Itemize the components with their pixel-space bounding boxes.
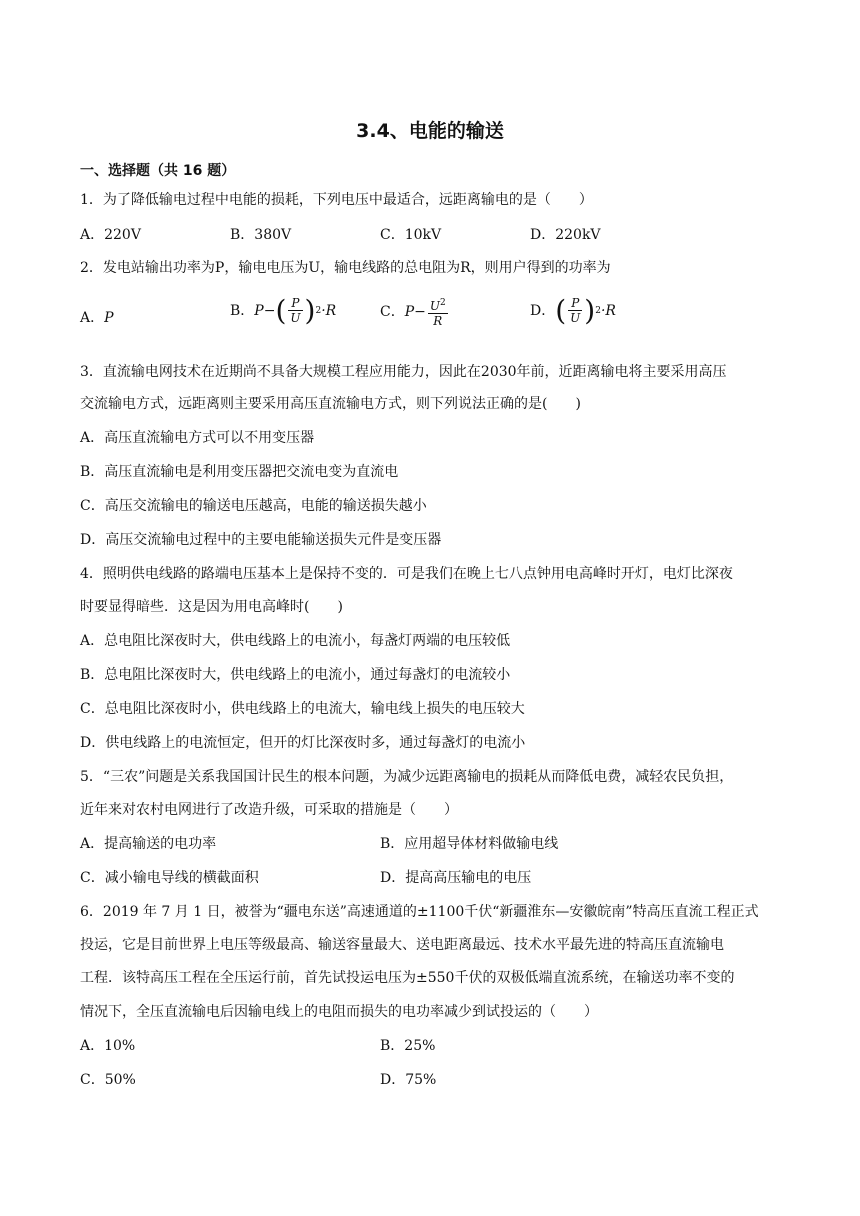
exponent: 2 [315, 305, 322, 316]
fraction-numerator: P [288, 296, 302, 311]
q2-option-d-fraction [568, 296, 582, 325]
q5-option-d: D．提高高压输电的电压 [380, 870, 532, 886]
q2-option-c-prefix: P− [404, 304, 426, 320]
fraction-numerator: $U^2$ [429, 298, 446, 313]
q2-option-b-suffix: ·R [321, 302, 337, 319]
q2-option-c-fraction [428, 296, 448, 328]
question-6-text-line-2: 投运，它是目前世界上电压等级最高、输送容量最大、送电距离最远、技术水平最先进的特高压直流输电 [80, 937, 724, 953]
q2-option-b-label: B． [230, 302, 255, 319]
question-2-text: 2．发电站输出功率为P，输电电压为U，输电线路的总电阻为R，则用户得到的功率为 [80, 260, 611, 276]
question-6-text-line-1: 6．2019 年 7 月 1 日，被誉为“疆电东送”高速通道的±1100千伏“新疆淮东—安徽皖南”特高压直流工程正式 [80, 904, 759, 920]
exponent: 2 [595, 305, 601, 316]
q5-option-a: A．提高输送的电功率 [80, 836, 217, 852]
q5-option-b: B．应用超导体材料做输电线 [380, 836, 559, 852]
fraction-denominator: R [433, 314, 443, 328]
q2-option-b-fraction [288, 296, 302, 325]
fraction-denominator: U [290, 311, 301, 325]
question-5-text-line-1: 5．“三农”问题是关系我国国计民生的根本问题，为减少远距离输电的损耗从而降低电费，减轻农民负担， [80, 769, 734, 785]
q2-option-b-prefix: P− [254, 302, 276, 319]
q3-option-c: C．高压交流输电的输送电压越高，电能的输送损失越小 [80, 498, 427, 514]
left-paren: ( [275, 293, 287, 327]
q2-option-d-label: D． [530, 302, 556, 319]
left-paren: ( [555, 293, 567, 327]
question-3-text-line-2: 交流输电方式，远距离则主要采用高压直流输电方式，则下列说法正确的是( ) [80, 396, 581, 412]
q6-option-d: D．75% [380, 1072, 437, 1088]
q6-option-a: A．10% [80, 1038, 136, 1054]
q2-option-a-label: A． [80, 310, 105, 326]
q6-option-b: B．25% [380, 1038, 436, 1054]
q4-option-b: B．总电阻比深夜时大，供电线路上的电流小，通过每盏灯的电流较小 [80, 667, 511, 683]
q2-option-b [230, 293, 337, 327]
question-4-text-line-2: 时要显得暗些．这是因为用电高峰时( ) [80, 599, 343, 615]
q4-option-d: D．供电线路上的电流恒定，但开的灯比深夜时多，通过每盏灯的电流小 [80, 735, 526, 751]
question-3-text-line-1: 3．直流输电网技术在近期尚不具备大规模工程应用能力，因此在2030年前，近距离输电将主要采用高压 [80, 364, 727, 380]
q5-option-c: C．减小输电导线的横截面积 [80, 870, 259, 886]
q1-option-c: C．10kV [380, 227, 442, 243]
page-title: 3.4、电能的输送 [356, 120, 504, 142]
q3-option-d: D．高压交流输电过程中的主要电能输送损失元件是变压器 [80, 532, 442, 548]
q2-option-c-label: C． [380, 304, 405, 320]
question-6-text-line-4: 情况下，全压直流输电后因输电线上的电阻而损失的电功率减少到试投运的（ ） [80, 1004, 598, 1020]
fraction-denominator: U [570, 311, 581, 325]
question-5-text-line-2: 近年来对农村电网进行了改造升级，可采取的措施是（ ） [80, 802, 458, 818]
right-paren: ) [584, 293, 596, 327]
section-header: 一、选择题（共 16 题） [80, 163, 236, 179]
q1-option-d: D．220kV [530, 227, 601, 243]
q1-option-a: A．220V [80, 227, 141, 243]
q2-option-d-suffix: ·R [600, 302, 616, 319]
question-6-text-line-3: 工程．该特高压工程在全压运行前，首先试投运电压为±550千伏的双极低端直流系统，在输送功率不变的 [80, 970, 735, 986]
q3-option-a: A．高压直流输电方式可以不用变压器 [80, 430, 315, 446]
fraction-numerator: P [568, 296, 582, 311]
question-1-text: 1．为了降低输电过程中电能的损耗，下列电压中最适合，远距离输电的是（ ） [80, 192, 593, 208]
q4-option-a: A．总电阻比深夜时大，供电线路上的电流小，每盏灯两端的电压较低 [80, 633, 511, 649]
q4-option-c: C．总电阻比深夜时小，供电线路上的电流大，输电线上损失的电压较大 [80, 701, 525, 717]
question-4-text-line-1: 4．照明供电线路的路端电压基本上是保持不变的．可是我们在晚上七八点钟用电高峰时开灯，电灯比深夜 [80, 566, 733, 582]
q3-option-b: B．高压直流输电是利用变压器把交流电变为直流电 [80, 464, 399, 480]
q2-option-a-formula: P [104, 310, 114, 326]
q2-option-d [530, 293, 616, 327]
q2-option-a [80, 308, 114, 328]
q2-option-c [380, 296, 450, 328]
q1-option-b: B．380V [230, 227, 292, 243]
right-paren: ) [304, 293, 316, 327]
q6-option-c: C．50% [80, 1072, 136, 1088]
